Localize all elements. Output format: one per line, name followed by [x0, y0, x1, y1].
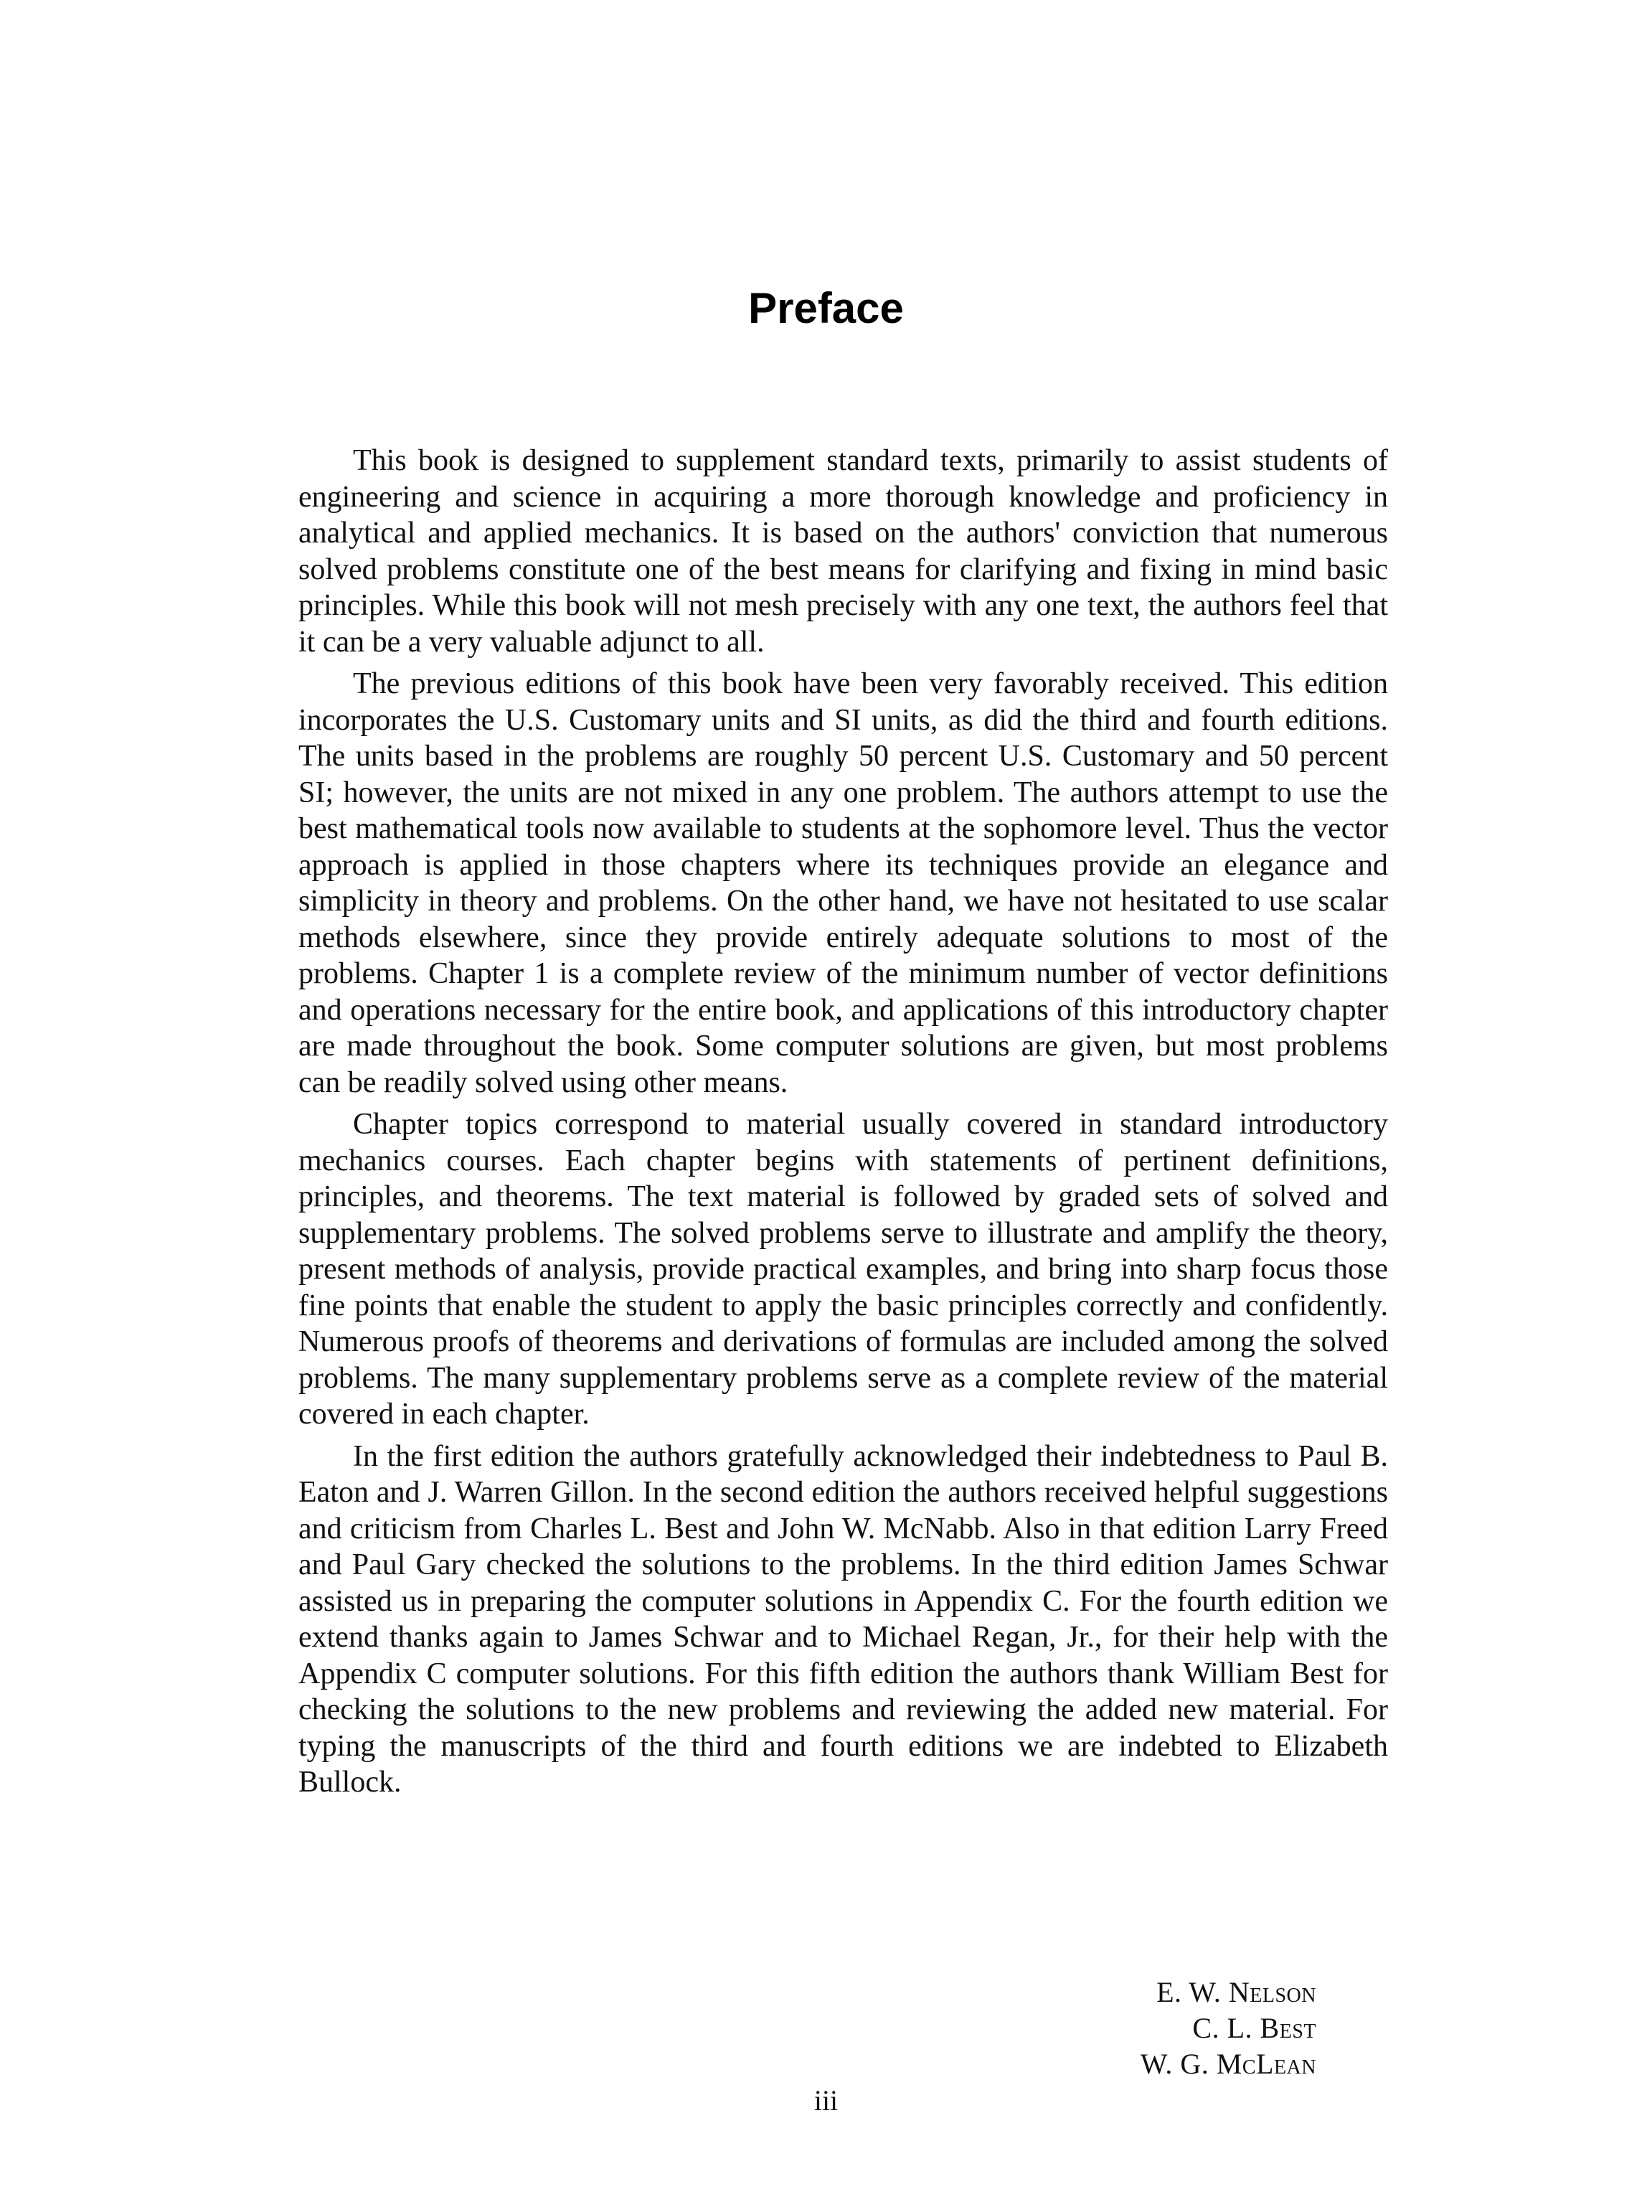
author-signature-mclean — [1076, 2046, 1316, 2082]
author-signature-nelson — [1076, 1975, 1316, 2010]
author-initials: C. L. — [1192, 2012, 1253, 2044]
paragraph-chapter-topics: Chapter topics correspond to material usually covered in standard introductory mechanics courses. Each chapter begins with statements of pertinent definitions, principles, and theorems. The text material is followed by graded sets of solved and supplementary problems. The solved problems serve to illustrate and amplify the theory, present methods of analysis, provide practical examples, and bring into sharp focus those fine points that enable the student to apply the basic principles correctly and confidently. Numerous proofs of theorems and derivations of formulas are included among the solved problems. The many supplementary problems serve as a complete review of the material covered in each chapter. — [298, 1108, 1388, 1431]
page-title: Preface — [748, 284, 904, 332]
author-surname: Nelson — [1228, 1976, 1316, 2008]
page-number: iii — [813, 2084, 839, 2117]
author-surname: Best — [1260, 2012, 1316, 2044]
paragraph-purpose: This book is designed to supplement standard texts, primarily to assist students of engineering and science in acquiring a more thorough knowledge and proficiency in analytical and applied mechanics. It is based on the authors' conviction that numerous solved problems constitute one of the best means for clarifying and fixing in mind basic principles. While this book will not mesh precisely with any one text, the authors feel that it can be a very valuable adjunct to all. — [298, 444, 1388, 659]
author-signature-best — [1076, 2010, 1316, 2046]
paragraph-acknowledgments: In the first edition the authors gratefully acknowledged their indebtedness to Paul B. Eaton and J. Warren Gillon. In the second edition the authors received helpful suggestions and criticism from Charles L. Best and John W. McNabb. Also in that edition Larry Freed and Paul Gary checked the solutions to the problems. In the third edition James Schwar assisted us in preparing the computer solutions in Appendix C. For the fourth edition we extend thanks again to James Schwar and to Michael Regan, Jr., for their help with the Appendix C computer solutions. For this fifth edition the authors thank William Best for checking the solutions to the new problems and reviewing the added new material. For typing the manuscripts of the third and fourth editions we are indebted to Elizabeth Bullock. — [298, 1439, 1388, 1799]
author-initials: W. G. — [1140, 2048, 1209, 2080]
preface-body — [298, 443, 1388, 1801]
paragraph-editions-and-units: The previous editions of this book have been very favorably received. This edition incorporates the U.S. Customary units and SI units, as did the third and fourth editions. The units based in the problems are roughly 50 percent U.S. Customary and 50 percent SI; however, the units are not mixed in any one problem. The authors attempt to use the best mathematical tools now available to students at the sophomore level. Thus the vector approach is applied in those chapters where its techniques provide an elegance and simplicity in theory and problems. On the other hand, we have not hesitated to use scalar methods elsewhere, since they provide entirely adequate solutions to most of the problems. Chapter 1 is a complete review of the minimum number of vector definitions and operations necessary for the entire book, and applications of this introductory chapter are made throughout the book. Some computer solutions are given, but most problems can be readily solved using other means. — [298, 667, 1388, 1099]
author-initials: E. W. — [1156, 1976, 1222, 2008]
author-surname: McLean — [1216, 2048, 1316, 2080]
author-signatures — [1076, 1975, 1316, 2082]
